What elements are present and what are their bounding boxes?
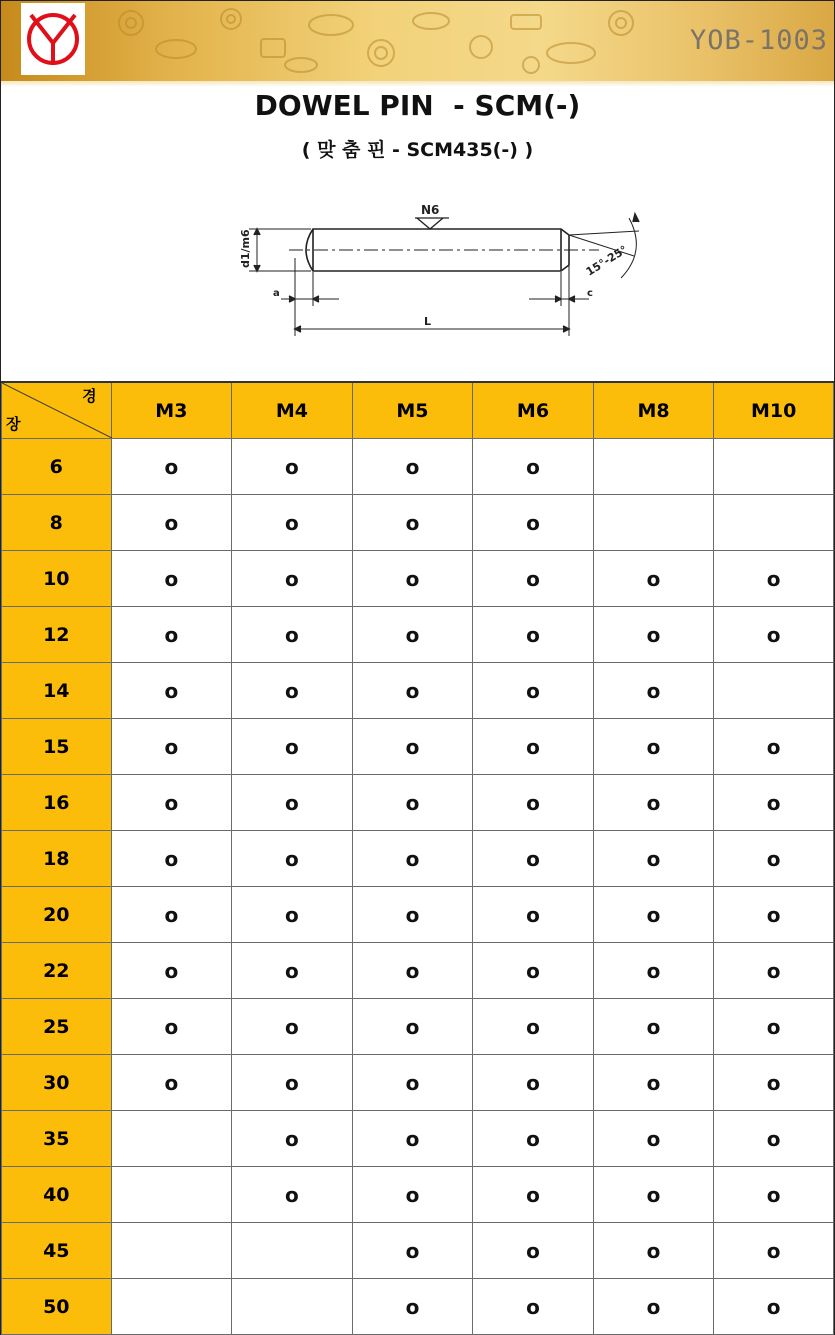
row-length-header: 40 [2, 1167, 112, 1223]
availability-cell: o [593, 1167, 714, 1223]
table-row [2, 1279, 834, 1335]
table-row [2, 943, 834, 999]
availability-cell: o [714, 1167, 834, 1223]
availability-cell [593, 495, 714, 551]
availability-cell: o [352, 495, 473, 551]
availability-cell: o [352, 1055, 473, 1111]
availability-cell: o [352, 719, 473, 775]
availability-cell: o [352, 1167, 473, 1223]
table-row [2, 439, 834, 495]
availability-cell: o [232, 495, 353, 551]
row-length-header: 30 [2, 1055, 112, 1111]
availability-cell: o [714, 1055, 834, 1111]
availability-cell: o [714, 887, 834, 943]
availability-cell: o [593, 943, 714, 999]
availability-cell: o [111, 495, 232, 551]
banner-fade [1, 81, 834, 87]
availability-cell [714, 495, 834, 551]
availability-cell: o [593, 1279, 714, 1335]
availability-cell: o [593, 999, 714, 1055]
availability-cell: o [352, 1111, 473, 1167]
availability-cell: o [111, 999, 232, 1055]
row-length-header: 8 [2, 495, 112, 551]
availability-cell: o [473, 607, 594, 663]
availability-cell [714, 663, 834, 719]
availability-cell: o [473, 719, 594, 775]
availability-cell: o [352, 999, 473, 1055]
availability-cell: o [714, 719, 834, 775]
availability-cell: o [352, 663, 473, 719]
table-row [2, 719, 834, 775]
row-length-header: 14 [2, 663, 112, 719]
yob-valve-logo-icon [21, 3, 85, 75]
availability-cell: o [111, 831, 232, 887]
availability-cell: o [352, 775, 473, 831]
availability-cell: o [473, 1279, 594, 1335]
header-banner [1, 1, 834, 81]
availability-cell: o [473, 439, 594, 495]
availability-cell: o [352, 439, 473, 495]
row-length-header: 22 [2, 943, 112, 999]
availability-cell: o [714, 775, 834, 831]
table-row [2, 607, 834, 663]
column-header: M10 [714, 382, 834, 439]
availability-cell: o [593, 775, 714, 831]
availability-cell: o [352, 943, 473, 999]
document-code: YOB-1003 [689, 25, 828, 56]
row-length-header: 6 [2, 439, 112, 495]
availability-cell: o [352, 831, 473, 887]
page-subtitle: ( 맞 춤 핀 - SCM435(-) ) [301, 139, 534, 161]
table-row [2, 1223, 834, 1279]
availability-cell: o [473, 1167, 594, 1223]
availability-cell: o [593, 551, 714, 607]
page-title: DOWEL PIN - SCM(-) [254, 89, 581, 122]
row-length-header: 16 [2, 775, 112, 831]
availability-cell: o [714, 1279, 834, 1335]
table-corner-cell [2, 382, 112, 439]
availability-cell: o [473, 887, 594, 943]
chamfer-angle-label: 15°-25° [583, 243, 630, 279]
row-length-header: 12 [2, 607, 112, 663]
availability-cell: o [473, 999, 594, 1055]
availability-cell: o [473, 775, 594, 831]
availability-cell: o [714, 1223, 834, 1279]
availability-cell [111, 1111, 232, 1167]
availability-cell: o [111, 943, 232, 999]
availability-cell: o [352, 551, 473, 607]
table-row [2, 831, 834, 887]
availability-cell: o [232, 551, 353, 607]
availability-cell: o [232, 439, 353, 495]
availability-cell: o [473, 551, 594, 607]
row-length-header: 50 [2, 1279, 112, 1335]
surface-finish-label: N6 [421, 203, 440, 217]
table-row [2, 999, 834, 1055]
availability-cell: o [352, 887, 473, 943]
availability-cell: o [593, 887, 714, 943]
availability-cell: o [232, 1167, 353, 1223]
table-header-row [2, 382, 834, 439]
diameter-label: d1/m6 [239, 229, 252, 268]
dim-a-label: a [273, 288, 280, 299]
availability-cell: o [714, 999, 834, 1055]
availability-cell: o [593, 607, 714, 663]
company-logo [21, 3, 85, 75]
availability-cell: o [714, 831, 834, 887]
availability-cell [232, 1279, 353, 1335]
availability-cell: o [111, 607, 232, 663]
availability-cell: o [232, 663, 353, 719]
availability-cell: o [714, 551, 834, 607]
table-row [2, 663, 834, 719]
availability-cell: o [111, 719, 232, 775]
row-length-header: 10 [2, 551, 112, 607]
corner-length-label: 장 [6, 415, 21, 433]
availability-cell: o [593, 1111, 714, 1167]
column-header: M5 [352, 382, 473, 439]
availability-cell [714, 439, 834, 495]
availability-cell: o [593, 719, 714, 775]
availability-cell: o [232, 943, 353, 999]
table-row [2, 1167, 834, 1223]
table-row [2, 775, 834, 831]
availability-cell [593, 439, 714, 495]
availability-cell [111, 1279, 232, 1335]
availability-cell: o [111, 551, 232, 607]
availability-cell: o [111, 663, 232, 719]
corner-diameter-label: 경 [82, 387, 97, 405]
availability-cell: o [473, 663, 594, 719]
row-length-header: 18 [2, 831, 112, 887]
availability-cell [111, 1167, 232, 1223]
availability-cell: o [473, 943, 594, 999]
table-row [2, 1055, 834, 1111]
availability-cell: o [111, 439, 232, 495]
column-header: M4 [232, 382, 353, 439]
availability-cell: o [232, 775, 353, 831]
availability-cell: o [352, 1223, 473, 1279]
availability-cell: o [111, 887, 232, 943]
dowel-pin-drawing [229, 196, 649, 341]
table-row [2, 887, 834, 943]
column-header: M8 [593, 382, 714, 439]
availability-cell: o [473, 831, 594, 887]
table-row [2, 551, 834, 607]
availability-cell: o [232, 831, 353, 887]
availability-cell: o [473, 1223, 594, 1279]
row-length-header: 15 [2, 719, 112, 775]
column-header: M3 [111, 382, 232, 439]
availability-cell: o [232, 719, 353, 775]
row-length-header: 45 [2, 1223, 112, 1279]
length-label: L [424, 315, 432, 328]
availability-cell: o [232, 607, 353, 663]
table-row [2, 495, 834, 551]
availability-cell: o [593, 663, 714, 719]
column-header: M6 [473, 382, 594, 439]
availability-cell: o [232, 999, 353, 1055]
availability-cell: o [714, 1111, 834, 1167]
availability-cell: o [714, 943, 834, 999]
availability-cell: o [352, 607, 473, 663]
availability-cell: o [593, 1055, 714, 1111]
row-length-header: 20 [2, 887, 112, 943]
availability-cell: o [714, 607, 834, 663]
fasteners-background-graphic [101, 1, 661, 81]
table-row [2, 1111, 834, 1167]
availability-cell [111, 1223, 232, 1279]
availability-cell: o [593, 831, 714, 887]
availability-cell: o [593, 1223, 714, 1279]
availability-cell: o [111, 775, 232, 831]
table-body [2, 439, 834, 1335]
dim-c-label: c [587, 288, 593, 299]
availability-cell [232, 1223, 353, 1279]
availability-cell: o [473, 1111, 594, 1167]
availability-cell: o [473, 1055, 594, 1111]
availability-cell: o [232, 887, 353, 943]
availability-cell: o [352, 1279, 473, 1335]
size-availability-table [1, 381, 834, 1335]
availability-cell: o [232, 1111, 353, 1167]
availability-cell: o [111, 1055, 232, 1111]
row-length-header: 25 [2, 999, 112, 1055]
availability-cell: o [473, 495, 594, 551]
availability-cell: o [232, 1055, 353, 1111]
row-length-header: 35 [2, 1111, 112, 1167]
